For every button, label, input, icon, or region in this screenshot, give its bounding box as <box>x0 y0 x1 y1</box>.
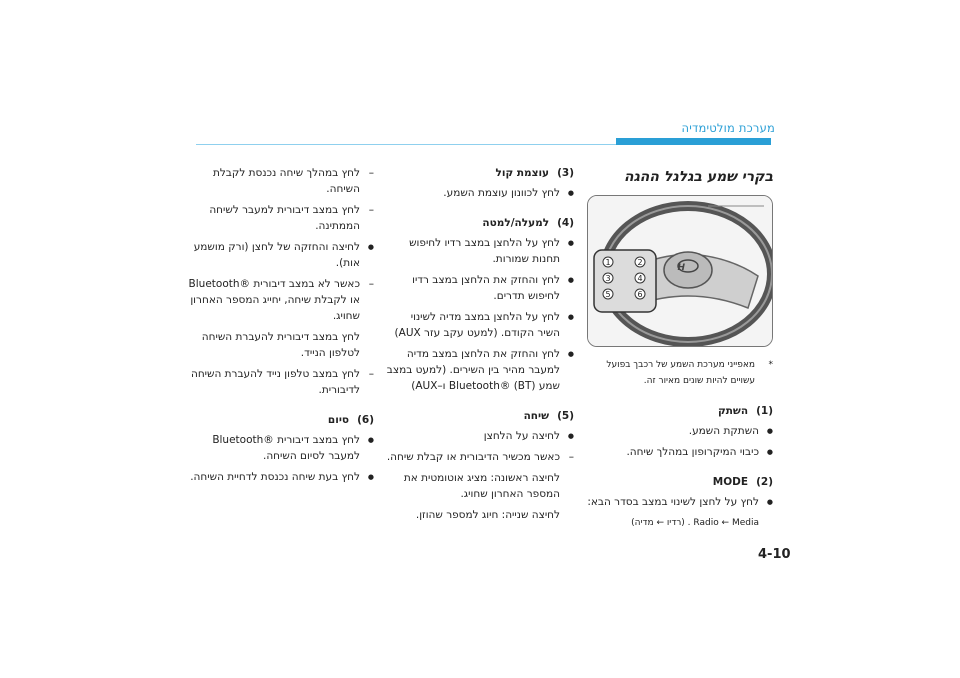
item-6-heading: (6)סיום <box>327 414 374 426</box>
chapter-title: מערכת מולטימדיה <box>681 121 775 135</box>
item-4-bullet-2: ● לחץ והחזק את הלחצן במצב רדיו לחיפוש תדרים. <box>385 272 574 304</box>
svg-text:H: H <box>677 263 685 273</box>
figure-note: * מאפייני מערכת השמע של רכבך בפועל עשויים להיות שונים מאיור זה. <box>585 357 773 389</box>
item-6-bullet-2: ● לחץ בעת שיחה נכנסת לדחיית השיחה. <box>185 469 374 485</box>
left-bullet-1: ● לחיצה והחזקה של לחצן (ורק מושמע אות). <box>185 239 374 271</box>
item-4-bullet-3: ● לחץ על הלחצן במצב מדיה לשינוי השיר הקודם. (למעט עקב עזר AUX) <box>385 309 574 341</box>
figure-label-2: 2 <box>637 258 643 267</box>
item-2-bullet-1: ● לחץ על לחצן לשינוי במצב בסדר הבא: <box>585 494 773 510</box>
figure-label-1: 1 <box>605 258 611 267</box>
item-2-sub: Radio ← Media . (רדיו ← מדיה) <box>631 518 759 528</box>
item-1-bullet-2: ● כיבוי המיקרופון במהלך שיחה. <box>585 444 773 460</box>
item-1-heading: (1)השתק <box>717 405 773 417</box>
item-1-bullet-1: ● השתקת השמע. <box>585 423 773 439</box>
figure-label-5: 5 <box>605 290 611 299</box>
left-column <box>185 165 374 490</box>
right-column <box>585 165 773 536</box>
item-3-heading: (3)עוצמת קול <box>495 167 574 179</box>
item-4-bullet-1: ● לחץ על הלחצן במצב רדיו לחיפוש תחנות שמורות. <box>385 235 574 267</box>
left-dash-1: – לחץ במהלך שיחה נכנסת לקבלת השיחה. <box>185 165 374 197</box>
header-rule <box>196 144 616 145</box>
item-2-heading: (2)MODE <box>712 476 773 488</box>
figure-label-3: 3 <box>605 274 611 283</box>
item-6-bullet-1: ● לחץ במצב דיבורית ®Bluetooth למעבר לסיום השיחה. <box>185 432 374 464</box>
left-dash-4: – לחץ במצב טלפון נייד להעברת השיחה לדיבורית. <box>185 366 374 398</box>
item-5-dash-1: – כאשר מכשיר הדיבורית או קבלת שיחה. <box>385 449 574 465</box>
left-indent-1: לחץ במצב דיבורית להעברת השיחה לטלפון הנייד. <box>201 331 360 359</box>
header-band <box>616 138 771 145</box>
item-3-bullet-1: ● לחץ לכוונון עוצמת השמע. <box>385 185 574 201</box>
left-dash-3: – כאשר לא במצב דיבורית ®Bluetooth או לקבלת שיחה, יחייג המספר האחרון שחויג. <box>185 276 374 324</box>
steering-wheel-figure <box>587 195 773 347</box>
item-4-bullet-4: ● לחץ והחזק את הלחצן במצב מדיה למעבר מהיר בין השירים. (למעט במצב שמע (BT) ®Bluetooth ו–AUX) <box>385 346 574 394</box>
item-4-heading: (4)למעלה/למטה <box>482 217 574 229</box>
item-5-indent-2: לחיצה שנייה: חיוג למספר שהוזן. <box>415 509 560 521</box>
item-5-bullet-1: ● לחיצה על הלחצן <box>385 428 574 444</box>
item-5-heading: (5)שיחה <box>523 410 574 422</box>
steering-wheel-illustration <box>588 196 772 346</box>
page-number: 4-10 <box>758 547 791 562</box>
item-5-indent-1: לחיצה ראשונה: מציג אוטומטית את המספר האחרון שחויג. <box>403 472 560 500</box>
section-title: בקרי שמע בגלגל ההגה <box>623 169 773 185</box>
left-dash-2: – לחץ במצב דיבורית למעבר לשיחה הממתינה. <box>185 202 374 234</box>
middle-column <box>385 165 574 528</box>
figure-label-6: 6 <box>637 290 643 299</box>
figure-label-4: 4 <box>637 274 643 283</box>
